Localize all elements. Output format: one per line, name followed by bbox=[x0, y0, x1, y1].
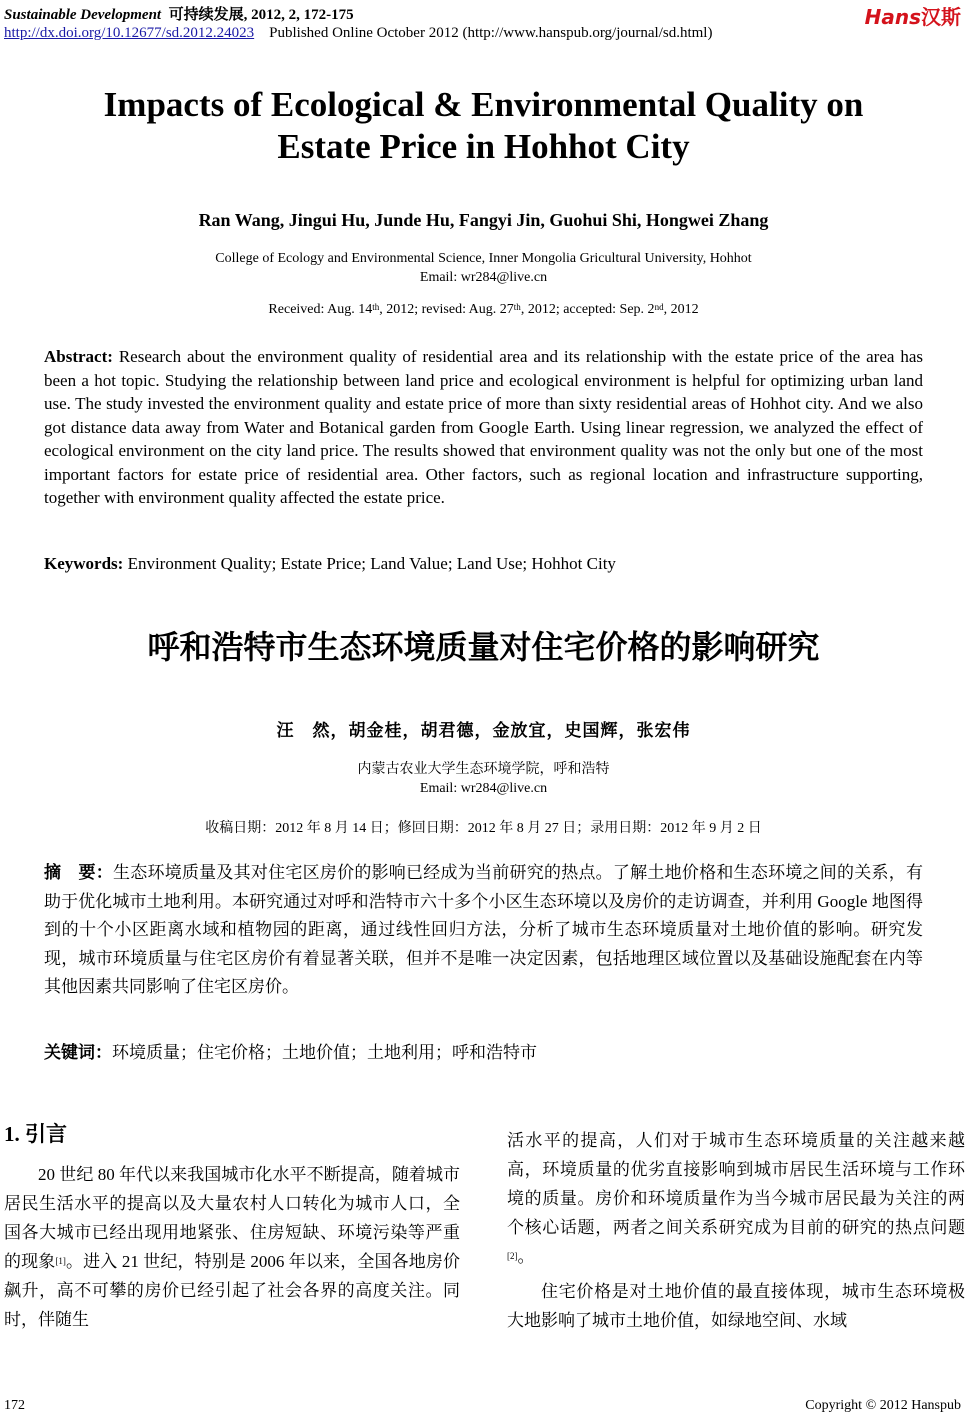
paragraph: 20 世纪 80 年代以来我国城市化水平不断提高，随着城市居民生活水平的提高以及大量农村人口转化为城市人口，全国各大城市已经出现用地紧张、住房短缺、环境污染等严重的现象[1]。进入 21 世纪，特别是 2006 年以来，全国各地房价飙升，高不可攀的房价已经引起了社会各界的高度关注。同时，伴随生 bbox=[4, 1165, 461, 1329]
section-heading: 1. 引言 bbox=[4, 1122, 67, 1146]
received-dates: Received: Aug. 14th, 2012; revised: Aug. 27th, 2012; accepted: Sep. 2nd, 2012 bbox=[268, 302, 699, 317]
page-number: 172 bbox=[4, 1398, 25, 1413]
logo-cn: 汉斯 bbox=[921, 5, 961, 29]
hans-logo bbox=[865, 1, 961, 30]
chinese-authors: 汪 然，胡金桂，胡君德，金放宜，史国辉，张宏伟 bbox=[276, 721, 691, 740]
chinese-email: Email: wr284@live.cn bbox=[419, 781, 548, 796]
body-column-right bbox=[507, 1126, 965, 1335]
paragraph: 活水平的提高，人们对于城市生态环境质量的关注越来越高，环境质量的优劣直接影响到城市居民生活环境与工作环境的质量。房价和环境质量作为当今城市居民最为关注的两个核心话题，两者之间关系研究成为目前的研究的热点问题[2]。 bbox=[507, 1131, 965, 1266]
email: Email: wr284@live.cn bbox=[419, 270, 548, 285]
keywords bbox=[44, 552, 923, 576]
chinese-affiliation-block bbox=[0, 760, 967, 798]
chinese-keywords bbox=[44, 1041, 923, 1065]
citation-ref: [2] bbox=[507, 1251, 518, 1261]
chinese-title: 呼和浩特市生态环境质量对住宅价格的影响研究 bbox=[147, 628, 820, 666]
doi-link[interactable]: http://dx.doi.org/10.12677/sd.2012.24023 bbox=[4, 25, 255, 41]
chinese-abstract bbox=[44, 859, 923, 1002]
abstract-label: Abstract: bbox=[44, 347, 113, 366]
paper-title bbox=[0, 84, 967, 168]
paper-title-line1: Impacts of Ecological & Environmental Quality on bbox=[103, 85, 864, 124]
chinese-received-dates: 收稿日期：2012 年 8 月 14 日；修回日期：2012 年 8 月 27 日；录用日期：2012 年 9 月 2 日 bbox=[205, 821, 762, 836]
chinese-abstract-text: 生态环境质量及其对住宅区房价的影响已经成为当前研究的热点。了解土地价格和生态环境之间的关系，有助于优化城市土地利用。本研究通过对呼和浩特市六十多个小区生态环境以及房价的走访调查，并利用 Google 地图得到的十个小区距离水域和植物园的距离，通过线性回归方法，分析了城市生态环境质量对土地价值的影响。研究发现，城市环境质量与住宅区房价有着显著关联，但并不是唯一决定因素，包括地理区域位置以及基础设施配套在内等其他因素共同影响了住宅区房价。 bbox=[44, 863, 924, 996]
paper-title-line2: Estate Price in Hohhot City bbox=[277, 127, 690, 166]
copyright: Copyright © 2012 Hanspub bbox=[805, 1398, 961, 1413]
keywords-label: Keywords: bbox=[44, 554, 124, 573]
journal-issue: , 2012, 2, 172-175 bbox=[243, 7, 354, 23]
chinese-keywords-label: 关键词： bbox=[44, 1043, 112, 1063]
body-column-left bbox=[4, 1160, 460, 1334]
chinese-abstract-label: 摘 要： bbox=[44, 863, 113, 883]
published-online: Published Online October 2012 (http://www.hanspub.org/journal/sd.html) bbox=[269, 25, 713, 41]
affiliation: College of Ecology and Environmental Science, Inner Mongolia Gricultural University, Hohhot bbox=[215, 251, 752, 266]
affiliation-block bbox=[0, 249, 967, 287]
logo-en: Hans bbox=[864, 5, 921, 29]
doi-line bbox=[4, 25, 712, 42]
journal-name: Sustainable Development bbox=[4, 7, 162, 23]
abstract bbox=[44, 345, 923, 510]
journal-name-cn: 可持续发展 bbox=[168, 7, 244, 23]
chinese-keywords-text: 环境质量；住宅价格；土地价值；土地利用；呼和浩特市 bbox=[112, 1043, 537, 1062]
authors: Ran Wang, Jingui Hu, Junde Hu, Fangyi Jin, Guohui Shi, Hongwei Zhang bbox=[198, 210, 769, 230]
paragraph: 住宅价格是对土地价值的最直接体现，城市生态环境极大地影响了城市土地价值，如绿地空间、水域 bbox=[507, 1282, 965, 1330]
chinese-affiliation: 内蒙古农业大学生态环境学院，呼和浩特 bbox=[357, 762, 610, 777]
keywords-text: Environment Quality; Estate Price; Land Value; Land Use; Hohhot City bbox=[123, 554, 616, 573]
citation-ref: [1] bbox=[55, 1256, 66, 1266]
journal-header bbox=[4, 3, 354, 24]
abstract-text: Research about the environment quality of residential area and its relationship with the estate price of the area has been a hot topic. Studying the relationship between land price and ecological environment is helpful for optimizing urban land use. The study invested the environment quality and estate price of more than sixty residential areas of Hohhot city. And we also got distance data away from Water and Botanical garden from Google Earth. Using linear regression, we analyzed the effect of ecological environment on the city land price. The results showed that environment quality was not the only but one of the most important factors for estate price of residential area. Other factors, such as regional location and infrastructure supporting, together with environment quality affected the estate price. bbox=[44, 347, 923, 507]
